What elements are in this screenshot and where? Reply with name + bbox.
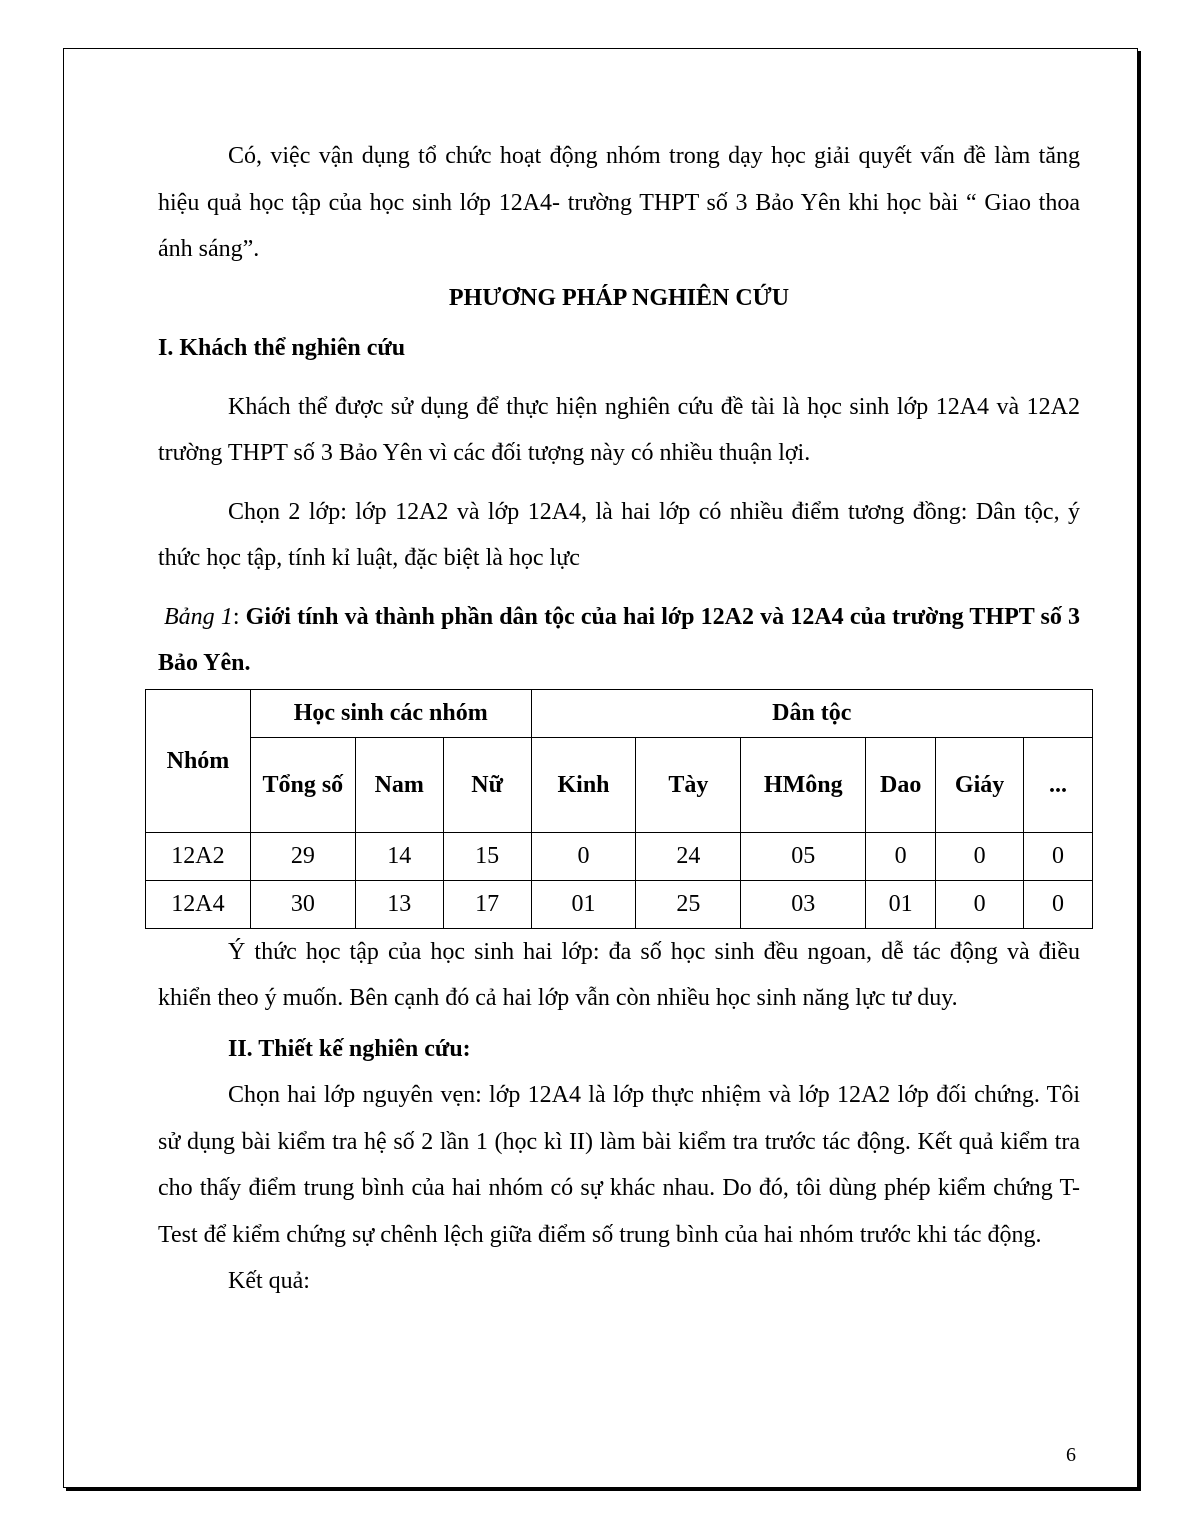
table-subheader-row (146, 737, 1093, 832)
table-header-row (146, 689, 1093, 737)
table-subheader: Giáy (936, 737, 1024, 832)
table-cell: 17 (443, 880, 531, 928)
table-header-group: Nhóm (146, 689, 251, 832)
table-cell: 0 (936, 832, 1024, 880)
section-title: PHƯƠNG PHÁP NGHIÊN CỨU (448, 284, 790, 311)
table-caption-text: Giới tính và thành phần dân tộc của hai lớp 12A2 và 12A4 của trường THPT số 3 Bảo Yên. (158, 603, 1080, 676)
table-header-ethnic: Dân tộc (531, 689, 1092, 737)
paragraph-ket-qua: Kết quả: (228, 1268, 310, 1294)
table-cell: 13 (355, 880, 443, 928)
table-caption-label: Bảng 1 (164, 603, 233, 630)
table-cell: 29 (250, 832, 355, 880)
paragraph-chon-lop: Chọn 2 lớp: lớp 12A2 và lớp 12A4, là hai lớp có nhiều điểm tương đồng: Dân tộc, ý thức học tập, tính kỉ luật, đặc biệt là học lực (158, 498, 1080, 571)
paragraph-thiet-ke: Chọn hai lớp nguyên vẹn: lớp 12A4 là lớp thực nhiệm và lớp 12A2 lớp đối chứng. Tôi sử dụng bài kiểm tra hệ số 2 lần 1 (học kì II) làm bài kiểm tra trước tác động. Kết quả kiểm tra cho thấy điểm trung bình của hai nhóm có sự khác nhau. Do đó, tôi dùng phép kiểm chứng T-Test để kiểm chứng sự chênh lệch giữa điểm số trung bình của hai nhóm trước khi tác động. (158, 1082, 1080, 1248)
table-caption-separator: : (232, 603, 246, 630)
table-cell: 25 (636, 880, 741, 928)
table-cell: 0 (1024, 832, 1093, 880)
table-subheader: Tổng số (250, 737, 355, 832)
table-cell: 12A2 (146, 832, 251, 880)
table-subheader: Dao (866, 737, 936, 832)
table-subheader: ... (1024, 737, 1093, 832)
table-row (146, 832, 1093, 880)
table-cell: 14 (355, 832, 443, 880)
heading-khach-the: I. Khách thể nghiên cứu (158, 335, 406, 361)
table-cell: 0 (531, 832, 636, 880)
document-body (158, 133, 1080, 1305)
paragraph-y-thuc: Ý thức học tập của học sinh hai lớp: đa số học sinh đều ngoan, dễ tác động và điều khiển theo ý muốn. Bên cạnh đó cả hai lớp vẫn còn nhiều học sinh năng lực tư duy. (158, 938, 1080, 1011)
table-caption (158, 594, 1080, 687)
page-number: 6 (1066, 1444, 1076, 1466)
table-cell: 12A4 (146, 880, 251, 928)
table-subheader: Tày (636, 737, 741, 832)
ethnicity-table (145, 689, 1093, 929)
intro-paragraph: Có, việc vận dụng tổ chức hoạt động nhóm trong dạy học giải quyết vấn đề làm tăng hiệu quả học tập của học sinh lớp 12A4- trường THPT số 3 Bảo Yên khi học bài “ Giao thoa ánh sáng”. (158, 143, 1080, 262)
table-cell: 0 (936, 880, 1024, 928)
table-subheader: HMông (741, 737, 866, 832)
table-cell: 24 (636, 832, 741, 880)
table-cell: 30 (250, 880, 355, 928)
table-subheader: Kinh (531, 737, 636, 832)
table-cell: 15 (443, 832, 531, 880)
table-cell: 01 (866, 880, 936, 928)
table-row (146, 880, 1093, 928)
table-header-students: Học sinh các nhóm (250, 689, 531, 737)
table-cell: 01 (531, 880, 636, 928)
table-subheader: Nam (355, 737, 443, 832)
paragraph-khach-the: Khách thể được sử dụng để thực hiện nghiên cứu đề tài là học sinh lớp 12A4 và 12A2 trường THPT số 3 Bảo Yên vì các đối tượng này có nhiều thuận lợi. (158, 393, 1080, 466)
table-cell: 0 (1024, 880, 1093, 928)
table-cell: 0 (866, 832, 936, 880)
heading-thiet-ke: II. Thiết kế nghiên cứu: (228, 1035, 471, 1062)
table-subheader: Nữ (443, 737, 531, 832)
table-cell: 03 (741, 880, 866, 928)
table-cell: 05 (741, 832, 866, 880)
